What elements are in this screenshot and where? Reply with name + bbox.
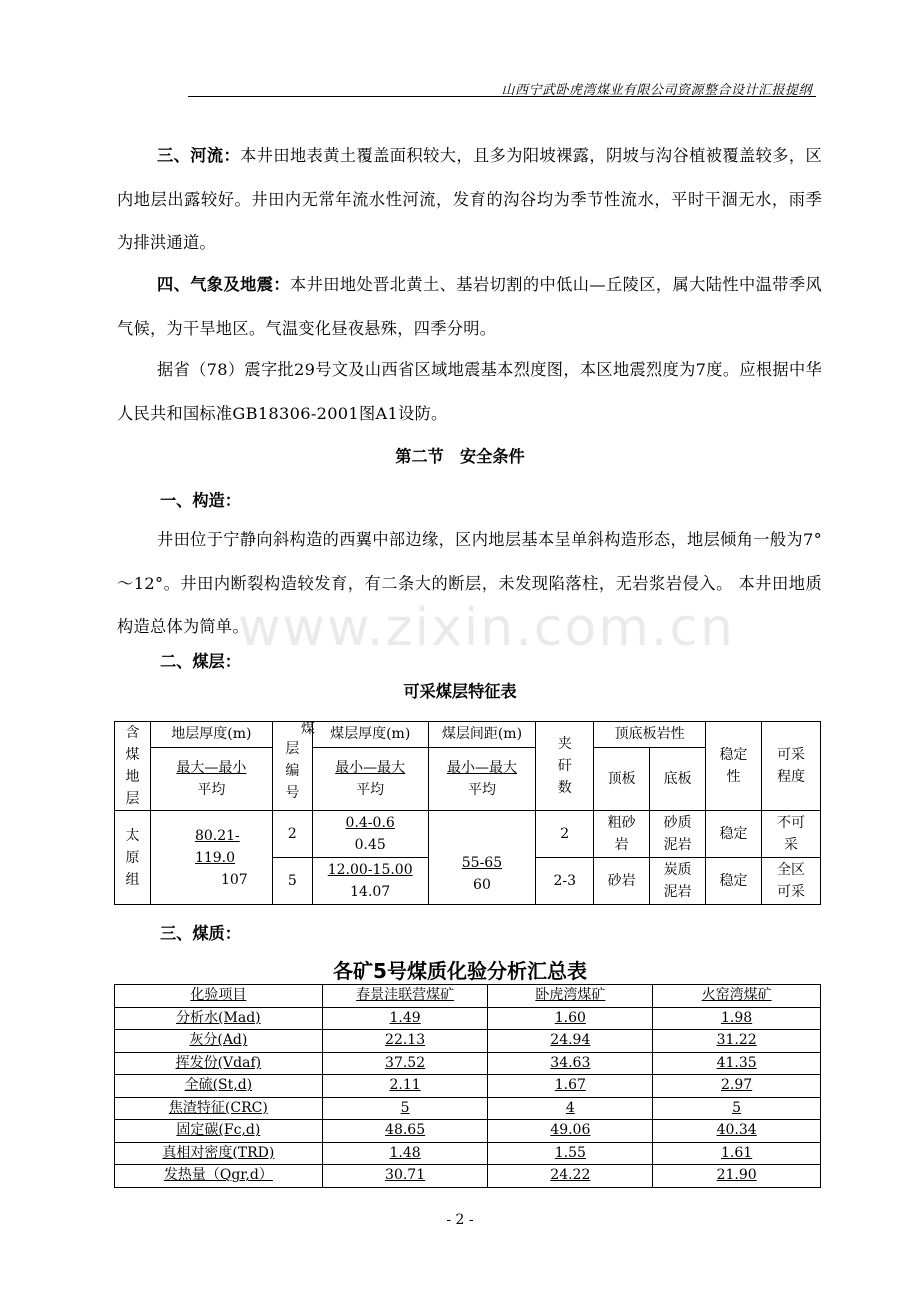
header-seam-spacing: 煤层间距(m) (428, 722, 536, 748)
coal-quality-table (114, 984, 821, 1188)
header-seam-number: 煤 层编号 (272, 722, 312, 811)
climate-paragraph (117, 263, 822, 350)
header-roof: 顶板 (594, 747, 650, 810)
roof-rock: 砂岩 (594, 858, 650, 905)
header-divider (188, 96, 816, 97)
earthquake-paragraph: 据省（78）震字批29号文及山西省区域地震基本烈度图，本区地震烈度为7度。应根据中华人民共和国标准GB18306-2001图A1设防。 (117, 360, 822, 423)
section2-title: 第二节 安全条件 (395, 447, 525, 466)
seam-thickness: 12.00-15.00 14.07 (312, 858, 428, 905)
rivers-paragraph (117, 134, 822, 265)
parting-count: 2 (536, 811, 594, 858)
floor-rock: 砂质泥岩 (650, 811, 706, 858)
table-row: 全硫(St,d) 2.11 1.67 2.97 (115, 1075, 821, 1098)
rivers-text: 本井田地表黄土覆盖面积较大，且多为阳坡裸露，阴坡与沟谷植被覆盖较多，区内地层出露较好。井田内无常年流水性河流，发育的沟谷均为季节性流水，平时干涸无水，雨季为排洪通道。 (117, 146, 823, 252)
watermark: www.zixin.com.cn (238, 598, 735, 658)
quality-heading: 三、煤质： (160, 924, 241, 943)
header-seam-thickness: 煤层厚度(m) (312, 722, 428, 748)
page-number: - 2 - (446, 1212, 474, 1228)
header-roof-floor: 顶底板岩性 (594, 722, 706, 748)
table-row (115, 811, 821, 858)
table-row: 灰分(Ad) 22.13 24.94 31.22 (115, 1030, 821, 1053)
table-header-row (115, 985, 821, 1008)
climate-text: 本井田地处晋北黄土、基岩切割的中低山—丘陵区，属大陆性中温带季风气候，为干旱地区。气温变化昼夜悬殊，四季分明。 (117, 275, 822, 338)
structure-heading: 一、构造： (160, 491, 241, 510)
seams-heading: 二、煤层： (160, 652, 241, 671)
table-row: 发热量（Qgr,d） 30.71 24.22 21.90 (115, 1165, 821, 1188)
seam-number: 5 (272, 858, 312, 905)
header-mineable: 可采程度 (762, 722, 821, 811)
seam-spacing: 55-65 60 (428, 811, 536, 905)
header-formation-thickness-sub: 最大—最小 平均 (150, 747, 272, 810)
col-header: 火窑湾煤矿 (653, 985, 821, 1008)
parting-count: 2-3 (536, 858, 594, 905)
formation-thickness: 80.21-119.0 107 (150, 811, 272, 905)
table-row: 分析水(Mad) 1.49 1.60 1.98 (115, 1007, 821, 1030)
stability: 稳定 (706, 811, 762, 858)
rivers-label: 三、河流： (157, 146, 241, 165)
seam-thickness: 0.4-0.6 0.45 (312, 811, 428, 858)
header-formation: 含煤地层 (115, 722, 151, 811)
table2-title: 各矿5号煤质化验分析汇总表 (333, 959, 587, 983)
coal-seam-table (114, 721, 821, 905)
seam-number: 2 (272, 811, 312, 858)
table-row: 固定碳(Fc,d) 48.65 49.06 40.34 (115, 1120, 821, 1143)
table1-title: 可采煤层特征表 (403, 682, 517, 701)
header-stability: 稳定性 (706, 722, 762, 811)
col-header: 化验项目 (115, 985, 323, 1008)
roof-rock: 粗砂岩 (594, 811, 650, 858)
table-row: 真相对密度(TRD) 1.48 1.55 1.61 (115, 1142, 821, 1165)
stability: 稳定 (706, 858, 762, 905)
header-parting: 夹矸数 (536, 722, 594, 811)
formation-name: 太原组 (115, 811, 151, 905)
col-header: 卧虎湾煤矿 (488, 985, 653, 1008)
structure-paragraph: 井田位于宁静向斜构造的西翼中部边缘，区内地层基本呈单斜构造形态，地层倾角一般为7°～12°。井田内断裂构造较发育，有二条大的断层，未发现陷落柱，无岩浆岩侵入。 本井田地质构造总体为简单。 (117, 530, 822, 636)
col-header: 春景洼联营煤矿 (322, 985, 488, 1008)
floor-rock: 炭质泥岩 (650, 858, 706, 905)
mineable: 全区可采 (762, 858, 821, 905)
header-formation-thickness: 地层厚度(m) (150, 722, 272, 748)
mineable: 不可采 (762, 811, 821, 858)
header-seam-thickness-sub: 最小—最大 平均 (312, 747, 428, 810)
table-row: 焦渣特征(CRC) 5 4 5 (115, 1097, 821, 1120)
table-row: 挥发份(Vdaf) 37.52 34.63 41.35 (115, 1052, 821, 1075)
header-title: 山西宁武卧虎湾煤业有限公司资源整合设计汇报提纲 (501, 83, 812, 98)
header-floor: 底板 (650, 747, 706, 810)
climate-label: 四、气象及地震： (157, 275, 291, 294)
header-seam-spacing-sub: 最小—最大 平均 (428, 747, 536, 810)
